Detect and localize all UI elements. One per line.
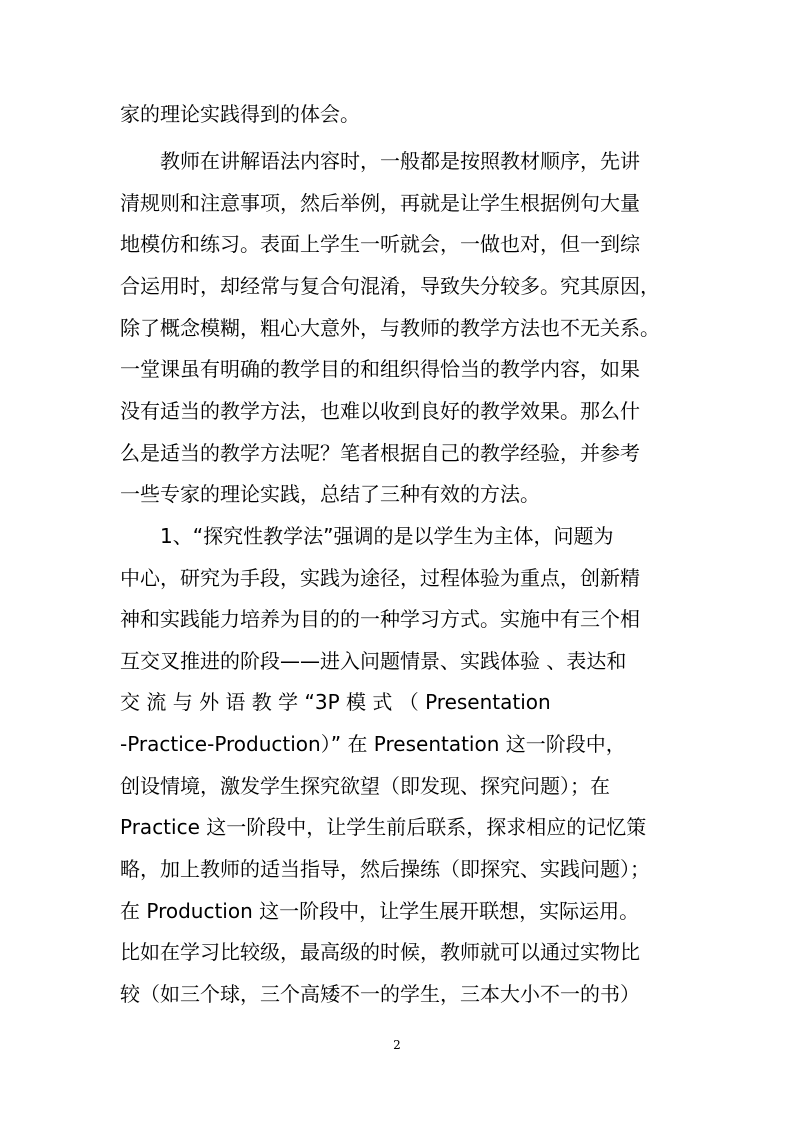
text-line-17: 创设情境，激发学生探究欲望（即发现、探究问题）；在 (120, 774, 610, 798)
text-line-14: 互交叉推进的阶段——进入问题情景、实践体验 、表达和 (120, 649, 627, 673)
text-line-1: 家的理论实践得到的体会。 (120, 102, 360, 126)
text-line-6: 除了概念模糊，粗心大意外，与教师的教学方法也不无关系。 (120, 316, 660, 340)
text-line-7: 一堂课虽有明确的教学目的和组织得恰当的教学内容，如果 (120, 357, 640, 381)
text-line-5: 合运用时，却经常与复合句混淆，导致失分较多。究其原因， (120, 274, 660, 298)
text-line-3: 清规则和注意事项，然后举例，再就是让学生根据例句大量 (120, 191, 640, 215)
text-line-18: Practice 这一阶段中，让学生前后联系，探求相应的记忆策 (120, 815, 647, 839)
text-line-2: 教师在讲解语法内容时，一般都是按照教材顺序，先讲 (160, 149, 640, 173)
text-line-8: 没有适当的教学方法，也难以收到良好的教学效果。那么什 (120, 399, 640, 423)
text-line-11: 1、“探究性教学法”强调的是以学生为主体，问题为 (160, 524, 614, 548)
text-line-20: 在 Production 这一阶段中，让学生展开联想，实际运用。 (120, 899, 640, 923)
text-line-15: 交 流 与 外 语 教 学 “3P 模 式 （ Presentation (120, 690, 551, 714)
text-line-19: 略，加上教师的适当指导，然后操练（即探究、实践问题）； (120, 857, 650, 881)
text-line-12: 中心，研究为手段，实践为途径，过程体验为重点，创新精 (120, 566, 640, 590)
text-line-21: 比如在学习比较级，最高级的时候，教师就可以通过实物比 (120, 940, 640, 964)
text-line-16: -Practice-Production）” 在 Presentation 这一阶段中， (120, 732, 626, 756)
page-number: 2 (393, 1038, 401, 1052)
text-line-13: 神和实践能力培养为目的的一种学习方式。实施中有三个相 (120, 607, 640, 631)
text-line-4: 地模仿和练习。表面上学生一听就会，一做也对，但一到综 (120, 232, 640, 256)
text-line-9: 么是适当的教学方法呢？笔者根据自己的教学经验，并参考 (120, 441, 640, 465)
text-line-22: 较（如三个球，三个高矮不一的学生，三本大小不一的书） (120, 982, 640, 1006)
text-line-10: 一些专家的理论实践，总结了三种有效的方法。 (120, 482, 540, 506)
